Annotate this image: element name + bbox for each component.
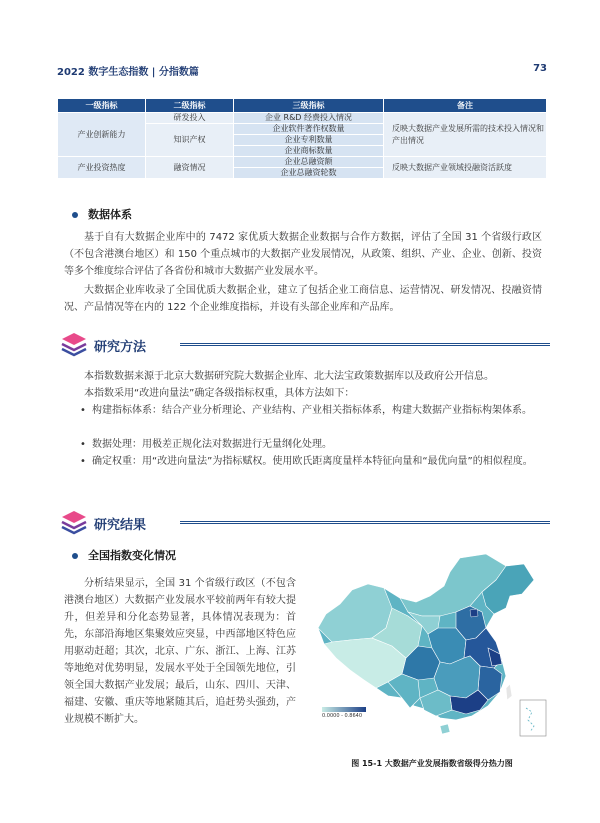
south-sea-inset [520, 700, 546, 736]
data-system-heading [72, 206, 132, 222]
method-title: 研究方法 [94, 340, 147, 355]
level3-cell: 企业专利数量 [234, 135, 384, 146]
method-paragraph-2: 本指数采用“改进向量法”确定各级指标权重，具体方法如下： [84, 388, 355, 399]
level3-cell: 企业商标数量 [234, 146, 384, 157]
legend-labels [322, 713, 366, 719]
level3-cell: 企业总融资额 [234, 157, 384, 168]
map-legend [322, 707, 366, 719]
level2-cell: 知识产权 [146, 124, 234, 157]
data-system-paragraph-1: 基于自有大数据企业库中的 7472 家优质大数据企业数据与合作方数据，评估了全国 31 个省级行政区（不包含港澳台地区）和 150 个重点城市的大数据产业发展情况，从政策、组织、产业、企业、创新、投资等多个维度综合评估了各省份和城市大数据产业发展水平。 [64, 232, 542, 277]
section-divider [180, 521, 550, 524]
region-hainan [440, 724, 450, 734]
table-header-cell: 一级指标 [58, 99, 146, 113]
table-row [58, 157, 547, 168]
legend-max: 0.8640 [344, 713, 362, 719]
method-bullet [80, 402, 540, 419]
level1-cell: 产业投资热度 [58, 157, 146, 179]
layers-icon [60, 330, 88, 358]
note-cell: 反映大数据产业发展所需的技术投入情况和产出情况 [384, 113, 547, 157]
note-cell: 反映大数据产业领域投融资活跃度 [384, 157, 547, 179]
level3-cell: 企业 R&D 经费投入情况 [234, 113, 384, 124]
south-sea-islands [526, 708, 534, 732]
method-bullet [80, 436, 540, 453]
table-header-row [58, 99, 547, 113]
running-header [57, 63, 547, 81]
legend-min: 0.0000 [322, 713, 340, 719]
bullet-icon: • [80, 439, 86, 450]
method-bullet-text: 构建指标体系：结合产业分析理论、产业结构、产业相关指标体系，构建大数据产业指标构架体系。 [92, 405, 532, 416]
table-row [58, 113, 547, 124]
results-paragraph: 分析结果显示，全国 31 个省级行政区（不包含港澳台地区）大数据产业发展水平较前两年有较大提升，但差异和分化态势显著，具体情况表现为：首先，东部沿海地区集聚效应突显，中西部地区特色应用驱动赶超；其次，北京、广东、浙江、上海、江苏等地绝对优势明显，发展水平处于全国领先地位，引领全国大数据产业发展；最后，山东、四川、天津、福建、安徽、重庆等地紧随其后，追赶势头强劲，产业规模不断扩大。 [64, 578, 296, 725]
layers-icon [60, 508, 88, 536]
table-header-cell: 二级指标 [146, 99, 234, 113]
legend-color-bar [322, 707, 366, 712]
level3-cell: 企业总融资轮数 [234, 168, 384, 179]
level3-cell: 企业软件著作权数量 [234, 124, 384, 135]
method-bullet-text: 确定权重：用“改进向量法”为指标赋权。使用欧氏距离度量样本特征向量和“最优向量”的相似程度。 [92, 456, 533, 467]
indicator-table [57, 98, 547, 179]
legend-separator: - [341, 713, 345, 719]
method-bullet [80, 453, 540, 470]
page-number: 73 [533, 63, 547, 74]
results-title: 研究结果 [94, 518, 147, 533]
section-divider [180, 343, 550, 346]
level2-cell: 研发投入 [146, 113, 234, 124]
bullet-icon: • [80, 405, 86, 416]
running-title: 2022 数字生态指数 | 分指数篇 [57, 67, 199, 78]
method-bullet-text: 数据处理：用极差正规化法对数据进行无量纲化处理。 [92, 439, 332, 450]
region-beijing [470, 609, 478, 617]
table-header-cell: 三级指标 [234, 99, 384, 113]
bullet-dot-icon [72, 212, 78, 218]
results-section-header [60, 508, 550, 536]
data-system-heading-text: 数据体系 [88, 208, 132, 221]
bullet-icon: • [80, 456, 86, 467]
results-subheading [72, 547, 176, 563]
table-header-cell: 备注 [384, 99, 547, 113]
region-taiwan [506, 684, 512, 700]
method-paragraph-1: 本指数数据来源于北京大数据研究院大数据企业库、北大法宝政策数据库以及政府公开信息。 [84, 371, 494, 382]
method-section-header [60, 330, 550, 358]
data-system-paragraph-2: 大数据企业库收录了全国优质大数据企业，建立了包括企业工商信息、运营情况、研发情况、投融资情况、产品情况等在内的 122 个企业维度指标，并设有头部企业库和产品库。 [64, 285, 542, 313]
figure-caption: 图 15-1 大数据产业发展指数省级得分热力图 [351, 759, 513, 768]
level2-cell: 融资情况 [146, 157, 234, 179]
bullet-dot-icon [72, 553, 78, 559]
level1-cell: 产业创新能力 [58, 113, 146, 157]
results-subheading-text: 全国指数变化情况 [88, 549, 176, 562]
